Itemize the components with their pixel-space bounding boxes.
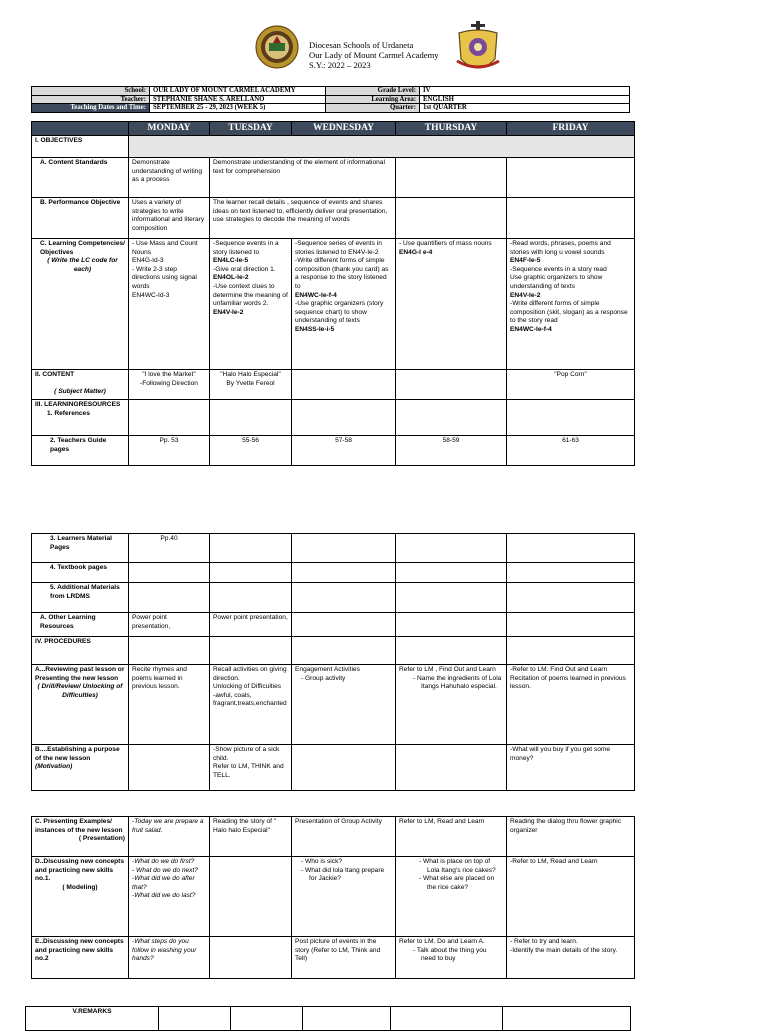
competency-line: Use graphic organizers to show understanding of texts: [510, 274, 603, 290]
competency-code: EN4OL-Ie-2: [213, 274, 249, 282]
reviewing-line: -awful, coals, fragrant,treats,enchanted: [213, 691, 287, 708]
discussing2-monday: -What steps do you follow in washing your hands?: [129, 937, 210, 979]
discussing2-line: - Refer to try and learn.: [510, 938, 578, 945]
reviewing-thursday: [396, 665, 507, 745]
content-heading: II. CONTENT: [35, 371, 75, 378]
day-header-row: [32, 122, 635, 136]
competencies-thursday: [396, 239, 507, 370]
info-table: [31, 86, 630, 113]
performance-tuesday: The learner recall details , sequence of events and shares ideas on text listened to, efficiently deliver oral presentation, use strategies to decode the meaning of words: [210, 198, 396, 239]
competency-line: - Write 2-3 step directions using signal words: [132, 265, 197, 290]
school-label: School:: [32, 87, 150, 96]
reviewing-friday: -Refer to LM. Find Out and Learn Recitation of poems learned in previous lesson.: [507, 665, 635, 745]
learning-area-label: Learning Area:: [326, 95, 420, 104]
discussing2-thursday: [396, 937, 507, 979]
reviewing-label: A...Reviewing past lesson or Presenting the new lesson: [35, 666, 125, 682]
reviewing-line: Unlocking of Difficulties: [213, 683, 282, 691]
other-resources-tuesday: Power point presentation,: [210, 613, 292, 637]
establishing-tuesday: [210, 745, 292, 791]
lesson-plan-table-1: [31, 121, 635, 466]
learners-material-monday: Pp.40: [129, 534, 210, 563]
reviewing-note: ( Drill/Review/ Unlocking of Difficulties): [37, 683, 123, 699]
establishing-line: -Show picture of a sick child.: [213, 746, 280, 762]
teachers-guide-wednesday: 57-58: [292, 436, 396, 466]
competency-code: EN4V-Ie-2: [213, 308, 244, 316]
discussing2-friday: [507, 937, 635, 979]
reviewing-tuesday: [210, 665, 292, 745]
content-standards-tuesday: Demonstrate understanding of the element of informational text for comprehension: [210, 158, 396, 198]
diocese-name: Diocesan Schools of Urdaneta: [309, 40, 414, 50]
competencies-note: ( Write the LC code for each): [47, 257, 118, 273]
performance-objective-label: B. Performance Objective: [32, 198, 129, 239]
question-line: - What do we do next?: [132, 866, 198, 874]
performance-monday: Uses a variety of strategies to write informational and literary composition: [129, 198, 210, 239]
objectives-heading: I. OBJECTIVES: [32, 136, 129, 158]
day-monday: MONDAY: [129, 122, 210, 136]
discussing2-line: Refer to LM. Do and Learn A.: [399, 938, 485, 945]
content-title: "Halo Halo Especial": [220, 371, 281, 378]
day-friday: FRIDAY: [507, 122, 635, 136]
competency-code: EN4V-Ie-2: [510, 291, 541, 299]
competency-code: EN4G-Id-3: [132, 257, 164, 265]
reviewing-line: Recall activities on giving direction.: [213, 666, 287, 682]
competency-line: -Give oral direction 1.: [213, 265, 276, 273]
competency-line: -Write different forms of simple composition (skit, slogan) as a response to the story read: [510, 300, 628, 325]
school-name-header: Our Lady of Mount Carmel Academy: [309, 50, 439, 60]
quarter-label: Quarter:: [326, 104, 420, 113]
reviewing-line: Engagement Activities: [295, 666, 360, 673]
discussing1-thursday: [396, 857, 507, 937]
question-bullet: - What is place on top of Lola Itang's rice cakes?: [427, 858, 503, 875]
competency-line: -Use graphic organizers (story sequence chart) to show understanding of texts: [295, 300, 384, 325]
teachers-guide-label: 2. Teachers Guide pages: [32, 436, 129, 466]
competency-code: EN4SS-Ie-i-5: [295, 325, 335, 333]
additional-materials-label: 5. Additional Materials from LRDMS: [32, 583, 129, 613]
content-tuesday: [210, 370, 292, 400]
competency-code: EN4F-Ie-5: [510, 257, 541, 265]
references-label: 1. References: [47, 409, 90, 417]
remarks-label: V.REMARKS: [26, 1007, 159, 1031]
content-monday: [129, 370, 210, 400]
dates-value: SEPTEMBER 25 - 29, 2023 (WEEK 5): [150, 104, 326, 113]
discussing1-monday: [129, 857, 210, 937]
teacher-value: STEPHANIE SHANE S. ARELLANO: [150, 95, 326, 104]
day-thursday: THURSDAY: [396, 122, 507, 136]
other-resources-label: A. Other Learning Resources: [32, 613, 129, 637]
question-bullet: - What did lola Itang prepare for Jackie?: [309, 867, 392, 884]
reviewing-bullet: - Group activity: [309, 675, 392, 684]
competencies-label: C. Learning Competencies/ Objectives: [40, 240, 126, 256]
question-line: -What do we do first?: [132, 858, 195, 865]
competencies-monday: [129, 239, 210, 370]
competency-line: -Read words, phrases, poems and stories with long u vowel sounds: [510, 240, 611, 256]
grade-label: Grade Level:: [326, 87, 420, 96]
question-line: -What did we do after that?: [132, 875, 195, 891]
competencies-tuesday: [210, 239, 292, 370]
lesson-plan-table-2: [31, 533, 635, 791]
content-standards-label: A. Content Standards: [32, 158, 129, 198]
learning-area-value: ENGLISH: [420, 95, 630, 104]
teacher-label: Teacher:: [32, 95, 150, 104]
competency-line: -Sequence series of events in stories listened to EN4V-Ie-2: [295, 240, 382, 256]
competencies-friday: [507, 239, 635, 370]
competency-code: EN4G-I e-4: [399, 248, 433, 256]
content-friday: "Pop Corn": [507, 370, 635, 400]
reviewing-line: Refer to LM , Find Out and Learn: [399, 666, 496, 673]
discussing2-wednesday: Post picture of events in the story (Refer to LM, Think and Tell): [292, 937, 396, 979]
procedures-heading: IV. PROCEDURES: [32, 637, 129, 665]
discussing2-bullet: - Talk about the thing you need to buy: [421, 947, 503, 964]
school-year: S.Y.: 2022 – 2023: [309, 60, 371, 70]
teachers-guide-tuesday: 55-56: [210, 436, 292, 466]
presenting-note: ( Presentation): [78, 835, 125, 843]
content-subtitle: -Following Direction: [140, 379, 198, 387]
competency-code: EN4LC-Ie-5: [213, 257, 249, 265]
presenting-friday: Reading the dialog thru flower graphic organizer: [507, 817, 635, 857]
remarks-table: [25, 1006, 631, 1031]
textbook-label: 4. Textbook pages: [32, 563, 129, 583]
discussing1-note: ( Modeling): [62, 883, 98, 891]
subject-matter-label: ( Subject Matter): [54, 387, 106, 395]
reviewing-monday: Recite rhymes and poems learned in previous lesson.: [129, 665, 210, 745]
resources-heading: III. LEARNINGRESOURCES: [35, 401, 121, 408]
reviewing-wednesday: [292, 665, 396, 745]
carmel-academy-crest-logo: [453, 21, 503, 77]
question-bullet: - Who is sick?: [309, 858, 392, 867]
competency-line: -Sequence events in a story read: [510, 265, 607, 273]
content-standards-monday: Demonstrate understanding of writing as a process: [129, 158, 210, 198]
competency-line: -Use context clues to determine the meaning of unfamiliar words 2.: [213, 282, 288, 308]
presenting-monday: -Today we are prepare a fruit salad.: [129, 817, 210, 857]
dates-label: Teaching Dates and Time:: [32, 104, 150, 113]
competencies-wednesday: [292, 239, 396, 370]
teachers-guide-monday: Pp. 53: [129, 436, 210, 466]
presenting-thursday: Refer to LM, Read and Learn: [396, 817, 507, 857]
competency-code: EN4WC-Ie-f-4: [510, 325, 552, 333]
discussing2-label: E..Discussing new concepts and practicing new skills no.2: [32, 937, 129, 979]
competency-line: -Write different forms of simple composition (thank you card) as a response to the story listened to: [295, 257, 389, 290]
presenting-tuesday: Reading the story of " Halo halo Especial": [210, 817, 292, 857]
diocesan-seal-logo: [255, 25, 299, 69]
day-wednesday: WEDNESDAY: [292, 122, 396, 136]
quarter-value: 1st QUARTER: [420, 104, 630, 113]
competency-line: - Use Mass and Count Nouns: [132, 240, 198, 256]
day-tuesday: TUESDAY: [210, 122, 292, 136]
competency-code: EN4WC-Id-3: [132, 291, 170, 299]
establishing-line: Refer to LM, THINK and TELL.: [213, 763, 284, 779]
competency-line: -Sequence events in a story listened to: [213, 240, 279, 256]
competency-code: EN4WC-Ie-f-4: [295, 291, 337, 299]
reviewing-bullet: - Name the ingredients of Lola Itangs Hahuhalo especial.: [421, 675, 503, 692]
discussing2-line: -Identify the main details of the story.: [510, 946, 618, 954]
establishing-friday: -What will you buy if you get some money?: [507, 745, 635, 791]
competency-line: - Use quantifiers of mass nouns: [399, 240, 492, 247]
other-resources-monday: Power point presentation,: [129, 613, 210, 637]
discussing1-label: D..Discussing new concepts and practicing new skills no.1.: [35, 858, 125, 883]
presenting-wednesday: Presentation of Group Activity: [292, 817, 396, 857]
establishing-label: B....Establishing a purpose of the new lesson: [35, 746, 120, 762]
content-author: By Yvette Fereol: [226, 379, 275, 387]
teachers-guide-friday: 61-63: [507, 436, 635, 466]
lesson-plan-table-3: [31, 816, 635, 979]
question-bullet: - What else are placed on the rice cake?: [427, 875, 503, 892]
grade-value: IV: [420, 87, 630, 96]
discussing1-wednesday: [292, 857, 396, 937]
teachers-guide-thursday: 58-59: [396, 436, 507, 466]
school-value: OUR LADY OF MOUNT CARMEL ACADEMY: [150, 87, 326, 96]
discussing1-friday: -Refer to LM, Read and Learn: [507, 857, 635, 937]
presenting-label: C. Presenting Examples/ instances of the new lesson: [35, 818, 123, 834]
question-line: -What did we do last?: [132, 892, 196, 900]
learners-material-label: 3. Learners Material Pages: [32, 534, 129, 563]
establishing-note: (Motivation): [35, 763, 73, 771]
content-title: "I love the Market": [142, 371, 196, 378]
